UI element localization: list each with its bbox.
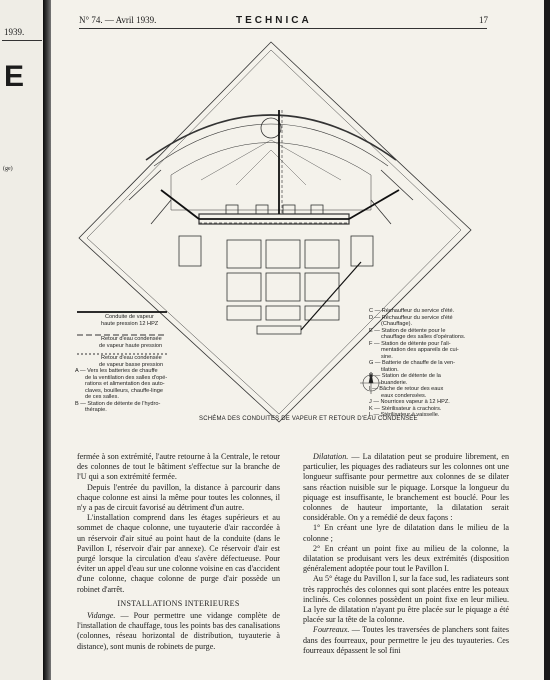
plan-legend-right [369,308,465,419]
east-wing [351,236,373,266]
legend-entry: rations et alimentation des auto- [85,381,165,387]
legend-entry: mentation des appareils de cui- [381,347,459,353]
central-garden [171,143,371,211]
legend-entry: D — Réchauffeur du service d'été [369,314,453,321]
legend-entry: buanderie. [381,379,408,386]
legend-entry: K — Stérilisateur à crachoirs. [369,405,442,412]
legend-entry: A — Vers les batteries de chauffe [75,368,158,374]
paragraph-dilatation [303,452,509,523]
legend-entry: Conduite de vapeur [105,314,154,320]
paragraph: 1° En créant une lyre de dilatation dans le milieu de la colonne ; [303,523,509,543]
previous-page-year: 1939. [4,27,25,37]
journal-title: TECHNICA [236,15,312,26]
run-in-label: Vidange. [87,611,116,621]
article-column-right [303,452,509,656]
paragraph: fermée à son extrémité, l'autre retourne à la Centrale, le retour des colonnes de tout le bâtiment s'effectue sur la branche de l'U qui a son extrémité fermée. [77,452,280,482]
paragraph: L'installation comprend dans les étages supérieurs et au sommet de chaque colonne, une tuyauterie d'air raccordée à un réservoir d'air situé au point haut de la conduite (dans le Pavillon I, réservoir d'air par annexe). Ce réservoir d'air est purgé lorsque la circulation d'eau s'avère défectueuse. Pour éviter un appel d'eau sur une colonne voisine en cas d'accident d'une colonne, chaque colonne de purge d'air possède un robinet d'arrêt. [77,513,280,594]
legend-entry: eaux condensées. [381,392,427,399]
entrance-circle [261,118,281,138]
document-page [51,0,544,680]
legend-entry: L — Stérilisateur à vaisselle. [369,412,440,418]
legend-entry: G — Batterie de chauffe de la ven- [369,360,456,366]
paragraph-text: — Toutes les traversées de planchers sont faites dans des fourreaux, pour permettre le jeu des tuyauteries. Ces fourreaux dépassent le sol fini [303,625,509,655]
west-wing [179,236,201,266]
legend-entry: (Chauffage). [381,321,412,327]
legend-entry: claves, bouilleurs, chauffe-linge [85,387,163,394]
legend-entry: sine. [381,353,393,360]
run-in-label: Fourreaux. [313,625,350,635]
legend-entry: B — Station de détente de l'hydro- [75,400,161,407]
legend-entry: chauffage des salles d'opérations. [381,334,466,340]
legend-entry: Retour d'eau condensée [101,336,162,342]
legend-entry: tilation. [381,366,399,373]
paragraph: Depuis l'entrée du pavillon, la distance à parcourir dans chaque colonne est ainsi la même pour toutes les colonnes, il n'y a pas de circuit favorisé au détriment d'un autre. [77,482,280,513]
legend-entry: de vapeur haute pression [99,342,163,349]
legend-entry: de ces salles. [85,394,119,400]
legend-entry: I — Bâche de retour des eaux [369,386,444,392]
south-building [257,326,301,334]
legend-entry: H — Station de détente de la [369,373,441,379]
main-building-arc [146,115,396,160]
paragraph-text: — Pour permettre une vidange complète de l'installation de chauffage, tous les points bas des canalisations (colonnes, réseau horizontal de distribution, tuyauterie à distance), sont munis de robinets de purge. [77,611,280,651]
run-in-label: Dilatation. [313,452,349,461]
previous-page-letter: E [4,60,25,93]
page-number: 17 [479,15,488,25]
paragraph-fourreaux [303,625,509,656]
legend-entry: Retour d'eau condensée [101,355,162,361]
legend-entry: thérapie. [85,407,107,413]
book-gutter [43,0,51,680]
legend-entry: C — Réchauffeur du service d'été. [369,308,455,314]
legend-entry: de la ventilation des salles d'opé- [85,374,168,381]
previous-page-rule [2,40,42,41]
legend-entry: J — Nourrices vapeur à 12 HPZ. [369,399,450,405]
previous-page-note: (ge) [3,166,13,172]
legend-entry: haute pression 12 HPZ [101,320,159,327]
legend-entry: F — Station de détente pour l'ali- [369,340,451,347]
paragraph: Au 5° étage du Pavillon I, sur la face sud, les radiateurs sont très rapprochés des colonnes qui sont placées entre les poteaux inclinés. Ces colonnes possèdent un point fixe en leur milieu. La lyre de dilatation n'ayant pu être placée sur le piquage a été placée sur la tête de la colonne. [303,574,509,625]
paragraph-text: — La dilatation peut se produire librement, en particulier, les piquages des radiateurs sur les colonnes ont une longueur suffisante pour permettre aux colonnes de se dilater sans réaction nuisible sur le piquage. Lorsque la longueur du piquage est insuffisante, le branchement est bouclé. Pour les colonnes de hauteur importante, la dilatation serait considérable. On y a remédié de deux façons : [303,452,509,523]
plan-caption: SCHÉMA DES CONDUITES DE VAPEUR ET RETOUR D'EAU CONDENSÉE [199,416,418,422]
previous-page-strip [0,0,43,680]
section-heading: INSTALLATIONS INTERIEURES [117,598,240,608]
legend-entry: E — Station de détente pour le [369,327,446,334]
page-edge [544,0,550,680]
paragraph: 2° En créant un point fixe au milieu de la colonne, la dilatation se produisant vers les deux extrémités (disposition généralement adoptée pour tout le Pavillon I. [303,543,509,574]
plan-legend-left [75,314,168,414]
paragraph-vidange [77,611,280,652]
issue-number: N° 74. — Avril 1939. [79,15,157,25]
article-column-left [77,452,280,652]
legend-entry: de vapeur basse pression [99,361,164,368]
